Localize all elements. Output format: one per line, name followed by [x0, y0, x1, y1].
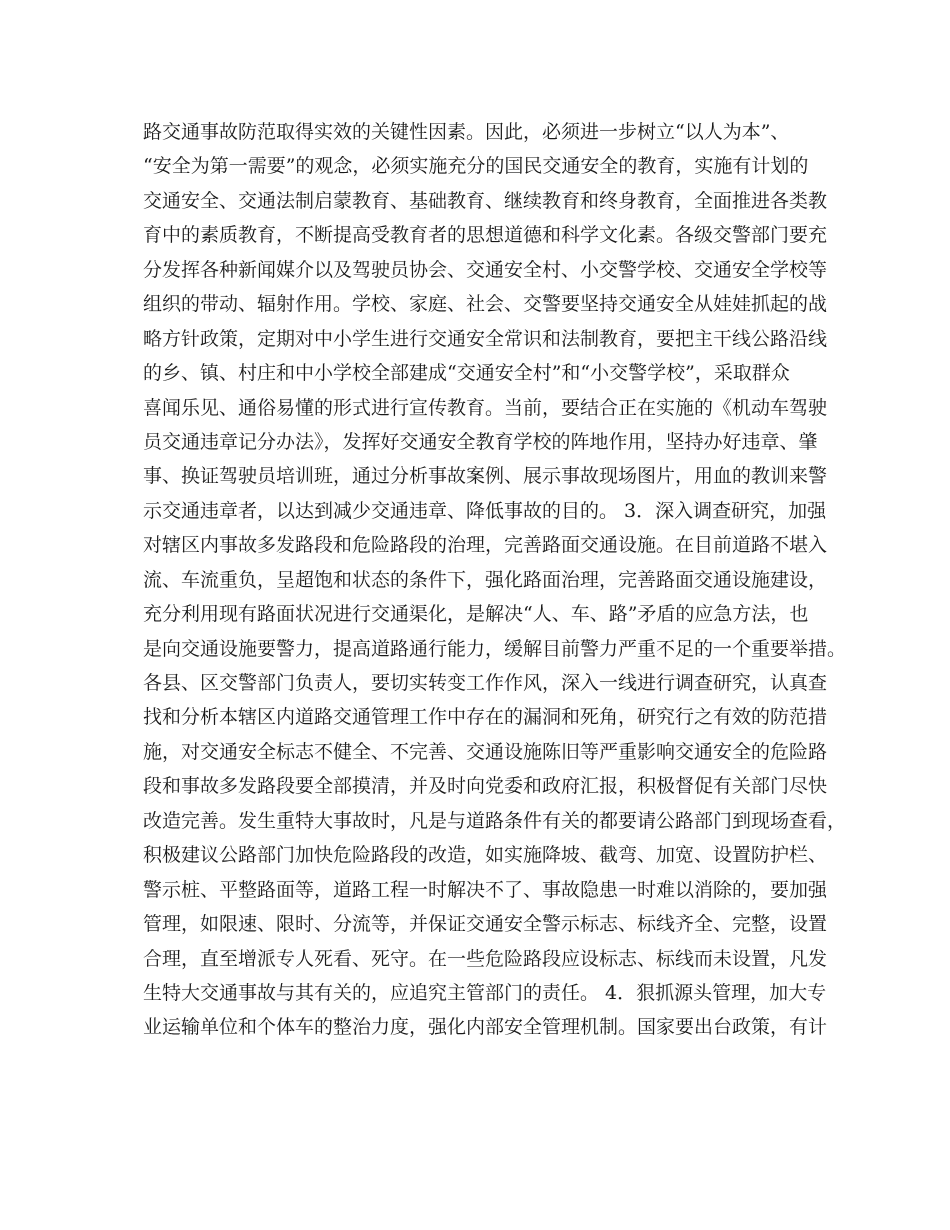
text-line: 积极建议公路部门加快危险路段的改造，如实施降坡、截弯、加宽、设置防护栏、 [143, 844, 828, 867]
text-line: 业运输单位和个体车的整治力度，强化内部安全管理机制。国家要出台政策，有计 [143, 1016, 828, 1039]
text-line: 施，对交通安全标志不健全、不完善、交通设施陈旧等严重影响交通安全的危险路 [143, 740, 828, 763]
text-line: 各县、区交警部门负责人，要切实转变工作作风，深入一线进行调查研究，认真查 [143, 672, 828, 694]
text-line: 喜闻乐见、通俗易懂的形式进行宣传教育。当前，要结合正在实施的《机动车驾驶 [143, 396, 828, 419]
text-line: 改造完善。发生重特大事故时，凡是与道路条件有关的都要请公路部门到现场查看， [143, 809, 847, 832]
text-line: 段和事故多发路段要全部摸清，并及时向党委和政府汇报，积极督促有关部门尽快 [143, 775, 828, 798]
text-line: 路交通事故防范取得实效的关键性因素。因此，必须进一步树立“以人为本”、 [143, 121, 790, 143]
text-line: 合理，直至增派专人死看、死守。在一些危险路段应设标志、标线而未设置，凡发 [143, 947, 828, 970]
text-line: “安全为第一需要”的观念，必须实施充分的国民交通安全的教育，实施有计划的 [143, 155, 809, 178]
text-line: 交通安全、交通法制启蒙教育、基础教育、继续教育和终身教育，全面推进各类教 [143, 189, 828, 212]
text-line: 充分利用现有路面状况进行交通渠化，是解决“人、车、路”矛盾的应急方法，也 [143, 603, 809, 626]
body-text [143, 115, 847, 1045]
text-line: 略方针政策，定期对中小学生进行交通安全常识和法制教育，要把主干线公路沿线 [143, 327, 828, 350]
text-line: 是向交通设施要警力，提高道路通行能力，缓解目前警力严重不足的一个重要举措。 [143, 637, 847, 660]
text-line: 组织的带动、辐射作用。学校、家庭、社会、交警要坚持交通安全从娃娃抓起的战 [143, 293, 828, 316]
text-line: 管理，如限速、限时、分流等，并保证交通安全警示标志、标线齐全、完整，设置 [143, 913, 828, 936]
text-line: 找和分析本辖区内道路交通管理工作中存在的漏洞和死角，研究行之有效的防范措 [143, 706, 828, 729]
text-line: 对辖区内事故多发路段和危险路段的治理，完善路面交通设施。在目前道路不堪入 [143, 534, 828, 557]
text-line: 分发挥各种新闻媒介以及驾驶员协会、交通安全村、小交警学校、交通安全学校等 [143, 258, 828, 281]
text-line: 事、换证驾驶员培训班，通过分析事故案例、展示事故现场图片，用血的教训来警 [143, 465, 828, 488]
text-line: 的乡、镇、村庄和中小学校全部建成“交通安全村”和“小交警学校”，采取群众 [143, 362, 790, 385]
text-line: 示交通违章者，以达到减少交通违章、降低事故的目的。 3．深入调查研究，加强 [143, 499, 827, 522]
text-line: 警示桩、平整路面等，道路工程一时解决不了、事故隐患一时难以消除的，要加强 [143, 878, 828, 901]
text-line: 生特大交通事故与其有关的，应追究主管部门的责任。 4．狠抓源头管理，加大专 [143, 981, 827, 1004]
text-line: 员交通违章记分办法》，发挥好交通安全教育学校的阵地作用，坚持办好违章、肇 [143, 430, 818, 453]
text-line: 育中的素质教育，不断提高受教育者的思想道德和科学文化素。各级交警部门要充 [143, 224, 828, 247]
text-line: 流、车流重负，呈超饱和状态的条件下，强化路面治理，完善路面交通设施建设， [143, 568, 828, 591]
